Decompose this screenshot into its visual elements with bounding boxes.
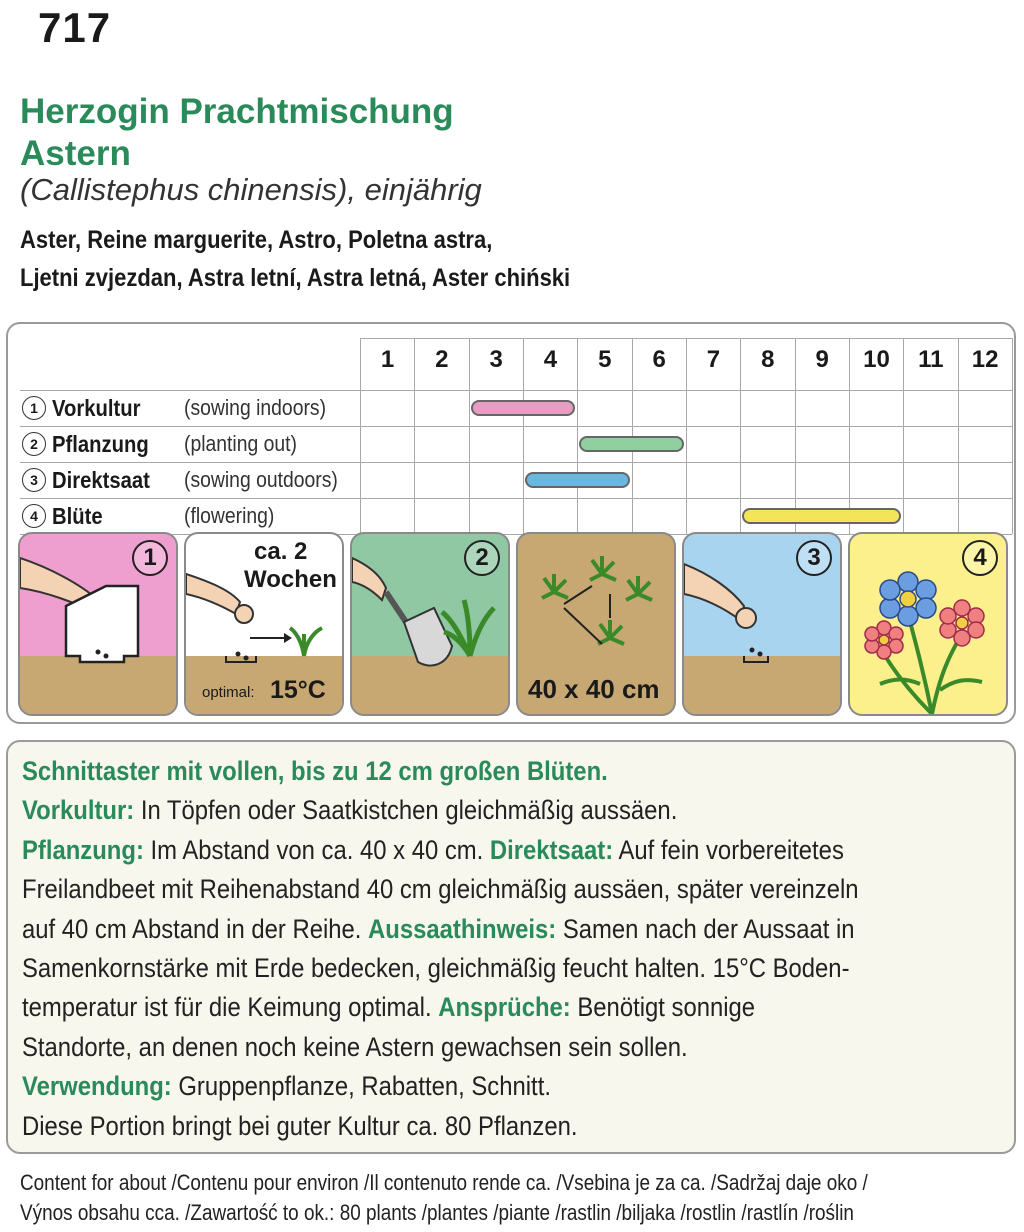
- germination-duration: ca. 2: [254, 538, 308, 565]
- info-line-8: Standorte, an denen noch keine Astern gewachsen sein sollen.: [22, 1031, 688, 1062]
- month-label: 4: [543, 346, 558, 373]
- germination-unit: Wochen: [244, 566, 337, 593]
- row-label-en: (sowing indoors): [184, 395, 327, 420]
- month-label: 12: [971, 346, 999, 373]
- row-label-en: (sowing outdoors): [184, 467, 338, 492]
- row-number: 1: [22, 396, 46, 420]
- step-number-2: 2: [464, 540, 500, 576]
- step-number-4: 4: [962, 540, 998, 576]
- info-line-5: auf 40 cm Abstand in der Reihe. Aussaathinweis: Samen nach der Aussaat in: [22, 913, 855, 944]
- info-line-7: temperatur ist für die Keimung optimal. Ansprüche: Benötigt sonnige: [22, 992, 756, 1023]
- month-label: 9: [815, 346, 829, 373]
- step-number-1: 1: [132, 540, 168, 576]
- calendar-period-bar: [471, 400, 576, 416]
- row-label-de: Vorkultur: [52, 394, 141, 421]
- calendar-period-bar: [579, 436, 684, 452]
- row-label-de: Direktsaat: [52, 466, 150, 493]
- month-label: 8: [761, 346, 775, 373]
- optimal-label: optimal:: [202, 684, 255, 701]
- calendar-period-bar: [525, 472, 630, 488]
- tile-sowing-indoors: [18, 532, 178, 716]
- info-line-6: Samenkornstärke mit Erde bedecken, gleichmäßig feucht halten. 15°C Boden-: [22, 953, 850, 984]
- blue-flower: [880, 572, 936, 626]
- info-headline: Schnittaster mit vollen, bis zu 12 cm großen Blüten.: [22, 756, 608, 786]
- plant-spacing: 40 x 40 cm: [528, 674, 660, 704]
- month-label: 6: [652, 346, 666, 373]
- calendar-row-label: [22, 498, 362, 534]
- step-number-3: 3: [796, 540, 832, 576]
- month-label: 3: [489, 346, 503, 373]
- grid-row-line: [360, 338, 1012, 339]
- tile-sowing-outdoors: [682, 532, 842, 716]
- info-line-verwendung: Verwendung: Gruppenpflanze, Rabatten, Schnitt.: [22, 1071, 551, 1102]
- latin-name: (Callistephus chinensis), einjährig: [20, 172, 482, 207]
- month-label: 5: [598, 346, 612, 373]
- optimal-temperature: 15°C: [270, 676, 326, 704]
- row-number: 3: [22, 468, 46, 492]
- row-number: 4: [22, 504, 46, 528]
- info-line-vorkultur: Vorkultur: In Töpfen oder Saatkistchen gleichmäßig aussäen.: [22, 795, 678, 826]
- info-line-portion: Diese Portion bringt bei guter Kultur ca. 80 Pflanzen.: [22, 1110, 578, 1141]
- instructions-box: [6, 740, 1016, 1154]
- product-code: 717: [38, 4, 112, 51]
- tile-germination: [184, 532, 344, 716]
- row-label-en: (planting out): [184, 431, 298, 456]
- row-label-en: (flowering): [184, 503, 275, 528]
- calendar-row-label: [22, 390, 362, 426]
- sowing-calendar-panel: [6, 322, 1016, 724]
- content-info-line1: Content for about /Contenu pour environ /Il contenuto rende ca. /Vsebina je za ca. /Sadržaj daje oko /: [20, 1170, 868, 1195]
- month-label: 11: [918, 346, 944, 373]
- month-label: 2: [435, 346, 449, 373]
- row-label-de: Pflanzung: [52, 430, 149, 457]
- calendar-row-label: [22, 426, 362, 462]
- calendar-row-label: [22, 462, 362, 498]
- month-label: 10: [863, 346, 890, 373]
- product-title: Herzogin Prachtmischung: [20, 92, 454, 131]
- content-info-line2: Výnos obsahu cca. /Zawartość to ok.: 80 plants /plantes /piante /rastlin /biljaka /rostlin /rastlín /roślin: [20, 1200, 854, 1225]
- info-line-pflanzung: Pflanzung: Im Abstand von ca. 40 x 40 cm. Direktsaat: Auf fein vorbereitetes: [22, 834, 844, 865]
- calendar-grid: [20, 338, 1012, 534]
- row-number: 2: [22, 432, 46, 456]
- month-label: 1: [380, 346, 395, 373]
- common-names-line2: Ljetni zvjezdan, Astra letní, Astra letná, Aster chiński: [20, 264, 571, 292]
- product-subtitle: Astern: [20, 134, 131, 173]
- tile-flowering: [848, 532, 1008, 716]
- calendar-period-bar: [742, 508, 901, 524]
- tile-spacing: [516, 532, 676, 716]
- common-names-line1: Aster, Reine marguerite, Astro, Poletna astra,: [20, 226, 493, 254]
- row-label-de: Blüte: [52, 502, 103, 529]
- info-line-4: Freilandbeet mit Reihenabstand 40 cm gleichmäßig aussäen, später vereinzeln: [22, 874, 859, 905]
- tile-planting-out: [350, 532, 510, 716]
- month-label: 7: [706, 346, 721, 373]
